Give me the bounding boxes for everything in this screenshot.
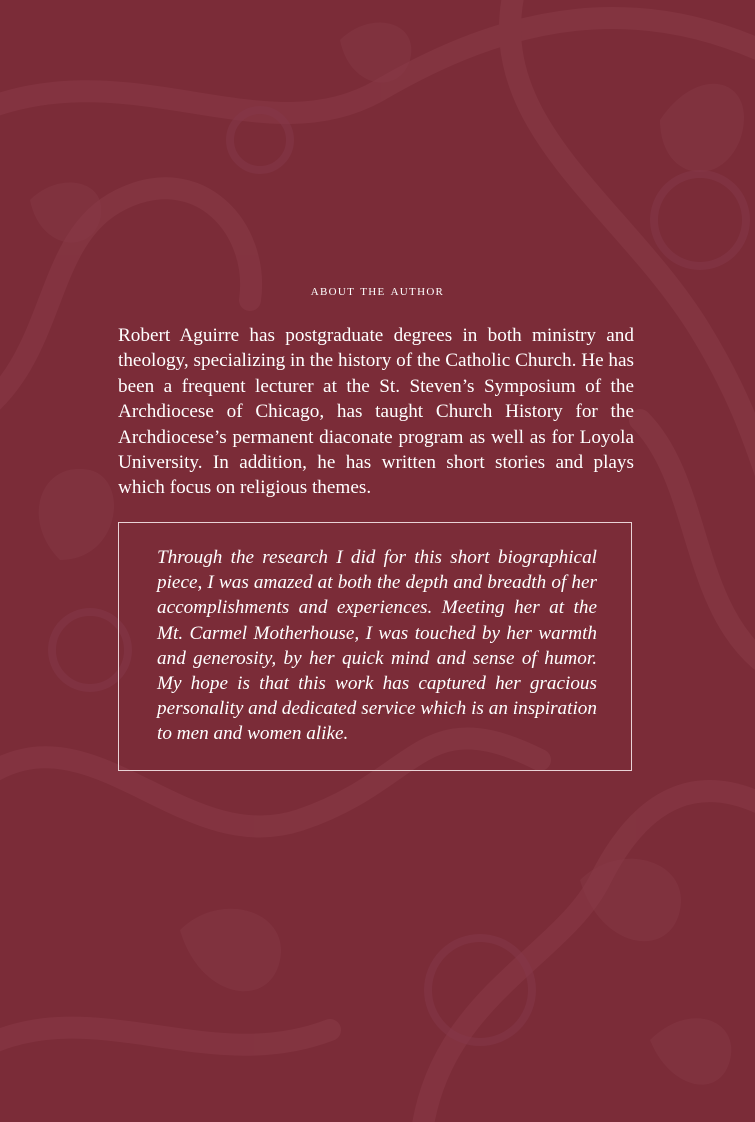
- author-quote-box: [118, 522, 632, 771]
- author-quote: Through the research I did for this short biographical piece, I was amazed at both the depth and breadth of her accomplishments and experiences. Meeting her at the Mt. Carmel Motherhouse, I was touched by her warmth and generosity, by her quick mind and sense of humor. My hope is that this work has captured her gracious personality and dedicated service which is an inspiration to men and women alike.: [157, 547, 597, 745]
- about-the-author-heading: about the author: [310, 283, 445, 299]
- author-bio: Robert Aguirre has postgraduate degrees in both ministry and theology, specializing in the history of the Catholic Church. He has been a frequent lecturer at the St. Steven’s Symposium of the Archdiocese of Chicago, has taught Church History for the Archdiocese’s permanent diaconate program as well as for Loyola University. In addition, he has written short stories and plays which focus on religious themes.: [118, 325, 634, 499]
